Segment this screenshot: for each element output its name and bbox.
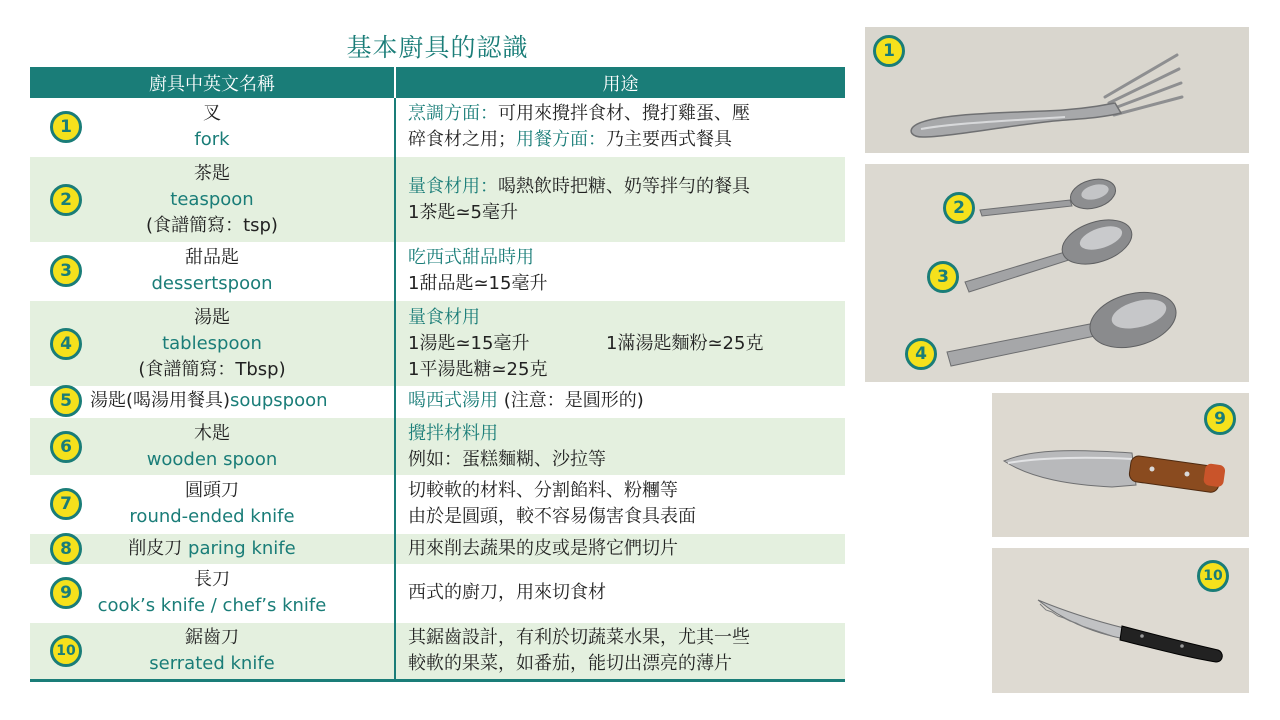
utensil-en: paring knife [188,538,296,559]
utensil-use-cell [395,300,845,386]
utensil-en: cook’s knife / chef’s knife [97,594,327,616]
photo-badge: 2 [943,192,975,224]
utensil-inline-name [30,536,394,562]
use-line: 攪拌材料用 [408,422,498,444]
number-badge: 8 [50,533,82,565]
utensil-use-cell [395,242,845,300]
table-row [30,417,845,475]
utensil-zh: 削皮刀 [128,538,183,559]
table-row [30,98,845,156]
photo-badge: 10 [1197,560,1229,592]
table-row [30,386,845,417]
use-line: 由於是圓頭，較不容易傷害食具表面 [408,505,696,527]
utensil-name-cell [30,533,395,564]
use-line [408,174,845,200]
utensil-en: soupspoon [230,390,328,411]
number-badge: 3 [50,255,82,287]
number-badge: 4 [50,328,82,360]
utensil-zh: 湯匙 [194,306,230,328]
utensil-use-cell [395,156,845,242]
table-row [30,622,845,680]
photo-badge: 1 [873,35,905,67]
use-line: 1茶匙≃5毫升 [408,201,518,223]
use-highlight: 用餐方面： [516,128,606,150]
use-line: 例如：蛋糕麵糊、沙拉等 [408,448,606,470]
use-text: 1滿湯匙麵粉≃25克 [606,332,764,354]
serrated-knife-photo [992,548,1249,693]
use-line [408,388,845,414]
use-text: 乃主要西式餐具 [606,128,732,150]
utensil-zh: 湯匙(喝湯用餐具) [90,390,231,411]
utensil-name-cell [30,386,395,417]
table-row [30,300,845,386]
utensil-name-cell [30,300,395,386]
utensil-use-cell [395,417,845,475]
use-line: 量食材用 [408,306,480,328]
number-badge: 6 [50,431,82,463]
photo-badge: 9 [1204,403,1236,435]
photo-badge: 3 [927,261,959,293]
utensil-use-cell [395,533,845,564]
use-highlight: 烹調方面： [408,102,498,124]
number-badge: 1 [50,111,82,143]
utensil-zh: 茶匙 [194,162,230,184]
utensil-use-cell [395,98,845,156]
utensil-abbr: (食譜簡寫：Tbsp) [138,358,286,380]
use-line [408,331,845,357]
table-header-row [30,67,845,98]
use-line [408,127,845,153]
number-badge: 10 [50,635,82,667]
utensil-en: wooden spoon [146,448,278,470]
use-text: 碎食材之用； [408,128,516,150]
utensil-en: dessertspoon [151,272,273,294]
utensil-use-cell [395,386,845,417]
use-highlight: 喝西式湯用 [408,390,498,411]
utensil-name-cell [30,417,395,475]
utensil-abbr: (食譜簡寫：tsp) [146,214,278,236]
use-line: 切較軟的材料、分割餡料、粉糰等 [408,479,678,501]
utensil-en: round-ended knife [129,505,295,527]
utensil-name-cell [30,98,395,156]
use-line: 較軟的果菜，如番茄，能切出漂亮的薄片 [408,652,732,674]
fork-image [865,27,1249,153]
utensil-name-cell [30,156,395,242]
utensil-en: fork [194,128,230,150]
utensil-name-cell [30,475,395,533]
use-text: (注意：是圓形的) [498,390,644,411]
table-row [30,475,845,533]
use-line: 西式的廚刀，用來切食材 [408,581,606,603]
utensil-zh: 甜品匙 [185,246,239,268]
use-line: 1甜品匙≃15毫升 [408,272,548,294]
use-text: 1湯匙≃15毫升 [408,332,530,354]
table-row [30,242,845,300]
utensil-en: teaspoon [170,188,254,210]
table-row [30,533,845,564]
number-badge: 9 [50,577,82,609]
number-badge: 5 [50,385,82,417]
utensil-en: serrated knife [149,652,275,674]
utensil-name-cell [30,242,395,300]
chef-knife-photo [992,393,1249,537]
use-text: 可用來攪拌食材、攪打雞蛋、壓 [498,102,750,124]
utensil-use-cell [395,564,845,622]
number-badge: 7 [50,488,82,520]
number-badge: 2 [50,184,82,216]
utensil-inline-name [30,388,394,414]
utensil-zh: 長刀 [194,568,230,590]
use-line: 1平湯匙糖≃25克 [408,358,548,380]
table-row [30,564,845,622]
utensil-name-cell [30,622,395,680]
utensil-zh: 鋸齒刀 [185,626,239,648]
header-name: 廚具中英文名稱 [30,67,395,98]
page-title: 基本廚具的認識 [346,33,529,62]
utensil-en: tablespoon [162,332,262,354]
header-use: 用途 [395,67,845,98]
utensil-zh: 木匙 [194,422,230,444]
photo-badge: 4 [905,338,937,370]
utensil-use-cell [395,475,845,533]
fork-photo [865,27,1249,153]
utensils-table [30,67,845,682]
table-row [30,156,845,242]
use-line [408,101,845,127]
spoons-photo [865,164,1249,382]
use-line: 其鋸齒設計，有利於切蔬菜水果，尤其一些 [408,626,750,648]
utensil-zh: 叉 [203,102,221,124]
use-line: 用來削去蔬果的皮或是將它們切片 [408,538,678,559]
utensil-use-cell [395,622,845,680]
use-line: 吃西式甜品時用 [408,246,534,268]
utensil-zh: 圓頭刀 [185,479,239,501]
utensil-name-cell [30,564,395,622]
use-highlight: 量食材用： [408,175,498,197]
use-text: 喝熱飲時把糖、奶等拌勻的餐具 [498,175,750,197]
